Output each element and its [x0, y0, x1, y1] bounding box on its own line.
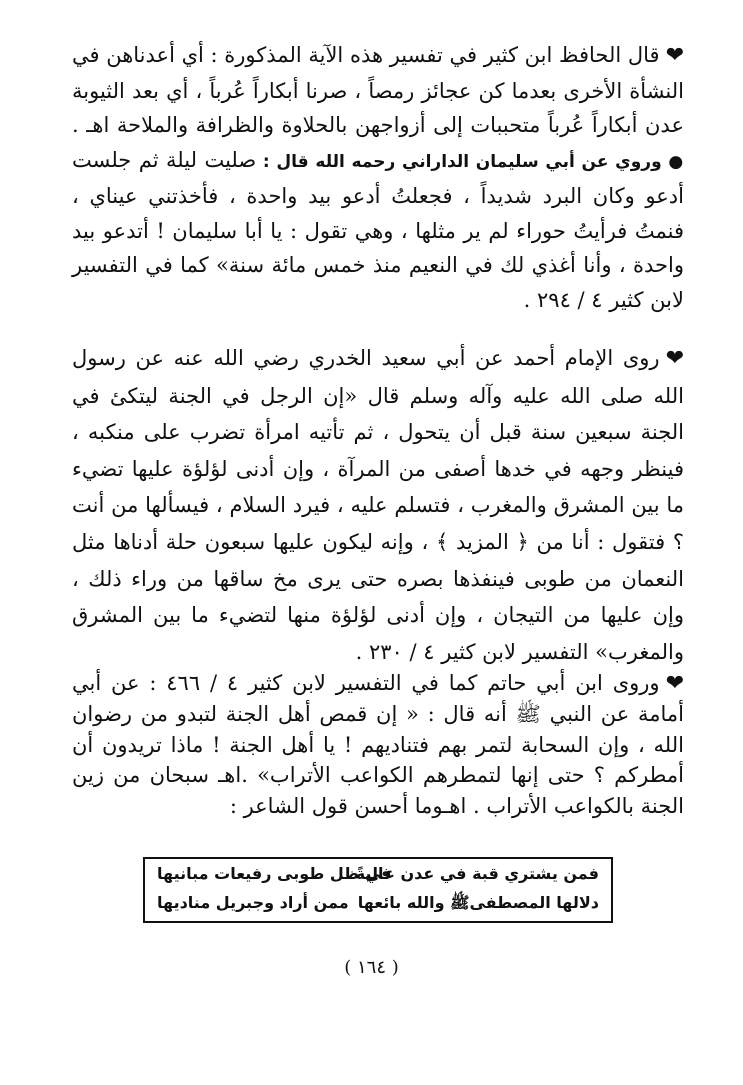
paragraph-abu-said-hadith — [72, 340, 684, 670]
poem-hemistich-first: فمن يشتري قبة في عدن عاليةً — [355, 864, 599, 883]
page-number: ( ١٦٤ ) — [344, 957, 399, 978]
paragraph-text: قال الحافظ ابن كثير في تفسير هذه الآية المذكورة : أي أعدناهن في النشأة الأخرى بعدما كن عجائز رمصاً ، صرنا أبكاراً عُرباً ، أي بعد الثيوبة عدن أبكاراً عُرباً متحببات إلى أزواجهن بالحلاوة والظرافة والملاحة اهـ . — [72, 43, 684, 137]
heart-icon: ❤ — [665, 671, 684, 696]
poem-line-2 — [145, 888, 611, 917]
poem-box — [143, 857, 613, 923]
paragraph-text-continued: صليت ليلة ثم جلست أدعو وكان البرد شديداً ، فجعلتُ أدعو بيد واحدة ، فأخذتني عيناي ، فنمتُ فرأيتُ حوراء لم ير مثلها ، وهي تقول : يا أبا سليمان ! أتدعو بيد واحدة ، وأنا أغذي لك في النعيم منذ خمس مائة سنة» كما في التفسير لابن كثير ٤ / ٢٩٤ . — [72, 147, 684, 312]
paragraph-text: روى الإمام أحمد عن أبي سعيد الخدري رضي الله عنه عن رسول الله صلى الله عليه وآله وسلم قال «إن الرجل في الجنة ليتكئ في الجنة سبعين سنة قبل أن يتحول ، ثم تأتيه امرأة تضرب على منكبه ، فينظر وجهه في خدها أصفى من المرآة ، وإن أدنى لؤلؤة عليها تضيء ما بين المشرق والمغرب ، فتسلم عليه ، فيرد السلام ، فيسألها من أنت ؟ فتقول : أنا من ﴿ المزيد ﴾ ، وإنه ليكون عليها سبعون حلة أدناها مثل النعمان من طوبى فينفذها بصره حتى يرى مخ ساقها من وراء ذلك ، وإن عليها من التيجان ، وإن أدنى لؤلؤة منها لتضيء ما بين المشرق والمغرب» التفسير لابن كثير ٤ / ٢٣٠ . — [72, 346, 684, 664]
heart-icon: ❤ — [665, 346, 684, 371]
paragraph-abu-umama-hadith — [72, 668, 684, 821]
paragraph-text: وروى ابن أبي حاتم كما في التفسير لابن كثير ٤ / ٤٦٦ : عن أبي أمامة عن النبي ﷺ أنه قال : « إن قمص أهل الجنة لتبدو من رضوان الله ، وإن السحابة لتمر بهم فتناديهم ! يا أهل الجنة ! ماذا تريدون أن أمطركم ؟ حتى إنها لتمطرهم الكواعب الأتراب» .اهـ سبحان من زين الجنة بالكواعب الأتراب . اهـوما أحسن قول الشاعر : — [72, 671, 684, 818]
heart-icon: ❤ — [665, 43, 684, 68]
narration-heading: ● وروي عن أبي سليمان الداراني رحمه الله قال : — [262, 151, 684, 172]
poem-hemistich-first: دلالها المصطفىﷺ والله بائعها — [357, 893, 599, 912]
poem-hemistich-second: ممن أراد وجبريل مناديها — [157, 893, 349, 912]
poem-line-1 — [145, 859, 611, 888]
paragraph-ibn-kathir-commentary — [72, 38, 684, 317]
poem-hemistich-second: في ظل طوبى رفيعات مبانيها — [157, 864, 392, 883]
